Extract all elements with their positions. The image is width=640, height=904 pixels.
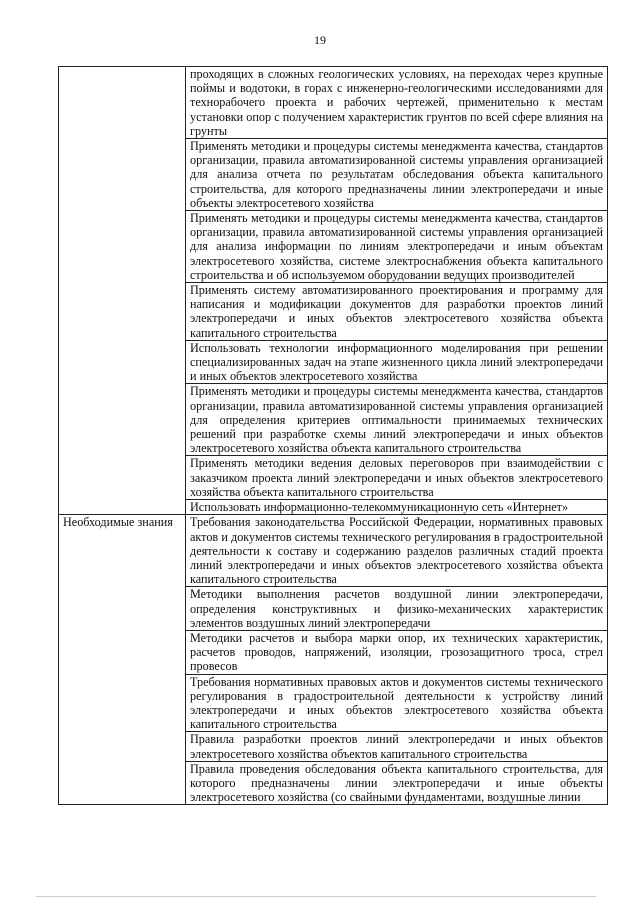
table-row [59,515,608,587]
knowledge-item: Методики расчетов и выбора марки опор, их технических характеристик, расчетов проводов, напряжений, изоляции, грозозащитного троса, стрел провесов [186,630,608,674]
skill-item: Применять методики и процедуры системы менеджмента качества, стандартов организации, правила автоматизированной системы управления организацией для анализа отчета по результатам обследования объекта капитального строительства, для которого предназначены линии электропередачи и иные объекты электросетевого хозяйства [186,139,608,211]
knowledge-item: Правила разработки проектов линий электропередачи и иных объектов электросетевого хозяйства объектов капитального строительства [186,732,608,761]
requirements-table [58,66,608,805]
skills-label-cell [59,67,186,515]
knowledge-item: Правила проведения обследования объекта капитального строительства, для которого предназначены линии электропередачи и иные объекты электросетевого хозяйства (со свайными фундаментами, воздушные линии [186,761,608,805]
knowledge-item: Методики выполнения расчетов воздушной линии электропередачи, определения конструктивных и физико-механических характеристик элементов воздушных линий электропередачи [186,587,608,631]
knowledge-item: Требования законодательства Российской Федерации, нормативных правовых актов и документов системы технического регулирования в градостроительной деятельности к составу и содержанию разделов различных стадий проекта линий электропередачи и иных объектов электросетевого хозяйства объекта капитального строительства [186,515,608,587]
knowledge-label-cell: Необходимые знания [59,515,186,805]
skill-item: Применять методики и процедуры системы менеджмента качества, стандартов организации, правила автоматизированной системы управления организацией для анализа информации по линиям электропередачи и иным объектам электросетевого хозяйства, системе электроснабжения объекта капитального строительства и об используемом оборудовании ведущих производителей [186,211,608,283]
table-row [59,67,608,139]
page-bottom-edge [36,896,596,897]
skill-item: проходящих в сложных геологических условиях, на переходах через крупные поймы и водотоки, в горах с инженерно-геологическими исследованиями для технорабочего проекта и рабочих чертежей, применительно к местам установки опор с получением характеристик грунтов по всей сфере влияния на грунты [186,67,608,139]
page-number: 19 [314,33,326,47]
skill-item: Применять систему автоматизированного проектирования и программу для написания и модификации документов для разработки проектов линий электропередачи и иных объектов электросетевого хозяйства объекта капитального строительства [186,283,608,341]
knowledge-item: Требования нормативных правовых актов и документов системы технического регулирования в градостроительной деятельности к устройству линий электропередачи и иных объектов электросетевого хозяйства объекта капитального строительства [186,674,608,732]
skill-item: Применять методики ведения деловых переговоров при взаимодействии с заказчиком проекта линий электропередачи и иных объектов электросетевого хозяйства объекта капитального строительства [186,456,608,500]
skill-item: Использовать технологии информационного моделирования при решении специализированных задач на этапе жизненного цикла линий электропередачи и иных объектов электросетевого хозяйства [186,340,608,384]
skill-item: Использовать информационно-телекоммуникационную сеть «Интернет» [186,500,608,515]
skill-item: Применять методики и процедуры системы менеджмента качества, стандартов организации, правила автоматизированной системы управления организацией для определения критериев оптимальности принимаемых технических решений при разработке схемы линий электропередачи и иных объектов электросетевого хозяйства объекта капитального строительства [186,384,608,456]
